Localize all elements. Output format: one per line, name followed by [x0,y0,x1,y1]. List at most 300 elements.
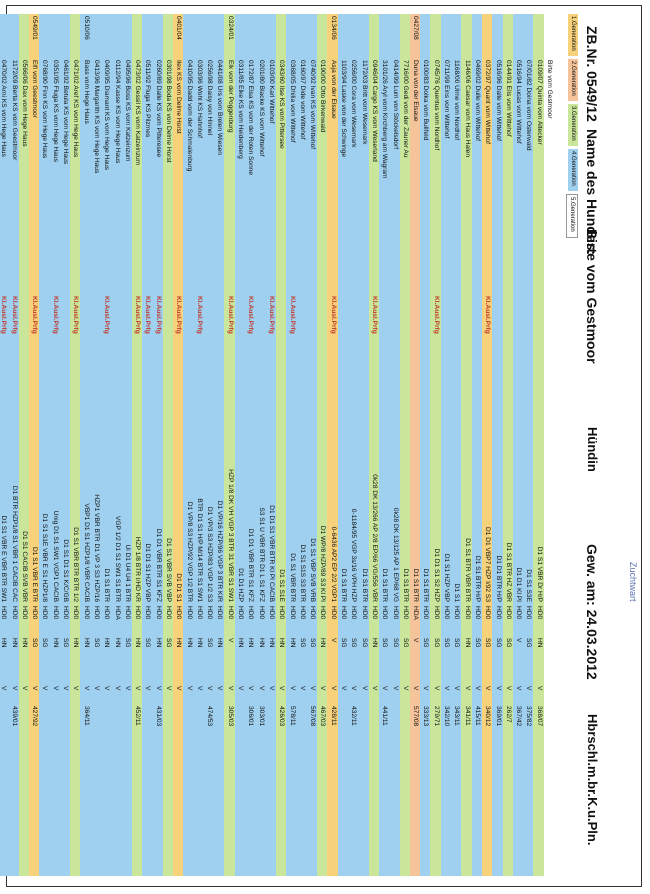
table-row [80,14,90,876]
cell-name: 0172/87 Elsa KS vom der Roten Sonne [247,60,255,176]
cell-hdt: HD0 [463,606,471,620]
cell-g1: HN [134,638,142,648]
table-row [389,14,399,876]
cell-kl: Kl.Ausl.Prfg [247,296,255,334]
cell-v: V [401,686,409,691]
rotated-document [0,14,640,876]
cell-name: 0311/85 Elke KS vom Heidenberg [237,60,245,159]
table-row [317,14,327,876]
cell-hd: 0k28 DK 13/266 AP 2/8 EP/66 VG/556 VBR [370,474,378,602]
cell-g1: HN [288,638,296,648]
cell-v: V [0,686,8,691]
cell-v: V [20,686,28,691]
cell-g1: SG [381,638,389,648]
table-row [8,14,18,876]
cell-hdt: HD0 [154,606,162,620]
table-row [379,14,389,876]
table-row [101,14,111,876]
cell-kl: Kl.Ausl.Prfg [10,296,18,334]
cell-name: 0414/99 Lum von Stöckelsdorf [391,60,399,150]
cell-hdt: HD0 [185,606,193,620]
cell-v: V [267,686,275,691]
cell-hd: D1 S1 HZP VBP [443,553,451,602]
cell-v: V [412,686,420,691]
cell-zb: 303/01 [257,706,265,727]
cell-num: 0134/06 [329,16,337,40]
cell-g1: HN [103,638,111,648]
cell-g1: SG [350,638,358,648]
table-row [492,14,502,876]
cell-hdt: HD0 [0,606,8,620]
cell-hdt: HD0 [267,606,275,620]
cell-zb: 340/12 [484,706,492,727]
cell-hdt: HD0 [226,606,234,620]
cell-g1: SG [41,638,49,648]
cell-v: V [195,686,203,691]
table-row [204,14,214,876]
cell-v: V [144,686,152,691]
cell-hd: D1 S1 [453,583,461,602]
cell-g1: SG [422,638,430,648]
cell-kl: Kl.Ausl.Prfg [134,296,142,334]
cell-hdt: HD0 [391,606,399,620]
cell-g1: HN [0,638,8,648]
cell-name: 7716/00 Gedi vom der Zauner Au [401,60,409,158]
cell-hdt: HD0 [165,606,173,620]
cell-g1: SG [391,638,399,648]
cell-v: V [288,686,296,691]
cell-hd: D1 D1 VBR BTR S1 KFZ [154,528,162,602]
cell-g1: SG [504,638,512,648]
cell-v: V [257,686,265,691]
cell-kl: Kl.Ausl.Prfg [144,296,152,334]
cell-name: 0469/02 Dulle vom Wittehof [473,60,481,141]
cell-zb: 305/03 [226,706,234,727]
cell-name: 0201/80 Blacke KS vom Wittehof [257,60,265,157]
cell-hdt: HDA [412,606,420,620]
cell-g1: HN [72,638,80,648]
cell-hdt: HD0 [484,606,492,620]
cell-name: 0190/00 Otto Birkenwald [319,60,327,133]
cell-hd: BTR D1 S1 H/P M/14 BTR S1 SW1 [195,498,203,602]
cell-hd: D1 S1 VBP SVB VRB [309,538,317,602]
cell-v: V [247,686,255,691]
cell-name: 0711/99 Eins vom Wittehof [443,60,451,139]
cell-hdt: HD0 [134,606,142,620]
cell-v: V [391,686,399,691]
cell-g1: HN [82,638,90,648]
table-row [276,14,286,876]
cell-num: 0549/01 [31,16,39,40]
cell-kl: Kl.Ausl.Prfg [175,296,183,334]
cell-hdt: HD0 [298,606,306,620]
cell-g1: SG [309,638,317,648]
cell-hdt: HD0 [216,606,224,620]
cell-name: 1146/06 Caesar vom Haus Halen [463,60,471,158]
cell-hdt: HD0 [370,606,378,620]
cell-g1: HN [247,638,255,648]
cell-name: 0103/00 Karl Wittehof [267,60,275,124]
cell-hd: 0-1184/95 VGP 3s/16 VPH HZP [350,508,358,602]
cell-v: V [453,686,461,691]
table-row [245,14,255,876]
cell-name: Asja von der Elsaue [329,60,337,119]
cell-hdt: HD0 [123,606,131,620]
cell-zb: 426/03 [278,706,286,727]
cell-v: V [309,686,317,691]
cell-name: 0566/06 Dax vom Hege Haus [20,60,28,147]
cell-v: V [92,686,100,691]
table-row [225,14,235,876]
cell-name: Elk vom der Poggenburg [226,60,234,133]
cell-name: 07/01/82 Doina vom Osterwald [525,60,533,151]
cell-name: 0303/96 Wohl KS Hahnhof [195,60,203,138]
cell-hd: 0-6436 AP2 EP 2/2 VGP1 [329,526,337,602]
cell-hdt: HD0 [31,606,39,620]
cell-g1: HN [216,638,224,648]
cell-num: 0401/04 [175,16,183,40]
cell-kl: Kl.Ausl.Prfg [267,296,275,334]
cell-g1: HN [319,638,327,648]
table-row [286,14,296,876]
pedigree-table [0,14,554,876]
cell-v: V [319,686,327,691]
cell-name: 0516/96 Dalle vom Wittehof [494,60,502,141]
cell-zb: 306/01 [247,706,255,727]
table-row [544,14,554,876]
cell-v: V [350,686,358,691]
cell-g1: HN [51,638,59,648]
cell-v: V [185,686,193,691]
cell-hd: D1 S1 BTR HZ VBR [504,542,512,602]
cell-hd: D1 S1 BTR [401,568,409,602]
cell-hd: D1 S1 BTR [422,568,430,602]
cell-hdt: HD0 [401,606,409,620]
document-header [548,14,640,876]
cell-v: V [51,686,59,691]
dog-name: Birte vom Gestmoor [584,229,600,364]
cell-name: 0470/02 Arni KS vom Hege Haus [0,60,8,157]
cell-zb: 427/92 [31,706,39,727]
cell-hd: HZP1 VBR BTR D1 VP 3 S3 HZP/16 [92,494,100,602]
cell-hdt: HD0 [443,606,451,620]
cell-v: V [473,686,481,691]
cell-name: 1168/00 Ulme vom Nordhof [453,60,461,141]
cell-hdt: HD0 [340,606,348,620]
cell-hd: D1 S1 BTR [103,568,111,602]
cell-name: 0260/89 Dalle KS vom Pitteresee [154,60,162,158]
cell-zb: 333/13 [422,706,430,727]
cell-hd: D1 D1 S1 S2 HZP [432,548,440,602]
cell-name: 0745/76 Quentus vom Nordhof [432,60,440,151]
table-row [111,14,121,876]
cell-name: 0372/97 Quant vom Wittehof [484,60,492,144]
cell-v: V [113,686,121,691]
table-row [60,14,70,876]
cell-v: V [515,686,523,691]
table-row [400,14,410,876]
cell-g1: SG [453,638,461,648]
cell-hd: D1 S1 BTR [360,568,368,602]
cell-v: V [237,686,245,691]
table-row [513,14,523,876]
cell-hdt: HD0 [20,606,28,620]
cell-hdt: HD0 [473,606,481,620]
cell-name: Duna von der Elsaue [412,60,420,122]
cell-v: V [432,686,440,691]
cell-zb: 415/11 [473,706,481,726]
cell-v: V [443,686,451,691]
cell-name: 1172/09 Berta KS vom Geestmoor [10,60,18,161]
table-row [441,14,451,876]
cell-name: 3101/26 Aryl vom Kirchberg am Wagram [381,60,389,179]
cell-v: V [206,686,214,691]
cell-g1: HN [535,638,543,648]
cell-zb: 369/01 [494,706,502,727]
cell-g1: V [226,638,234,643]
cell-v: V [72,686,80,691]
table-row [173,14,183,876]
cell-hdt: HD0 [51,606,59,620]
cell-num: 0510/06 [82,16,90,40]
cell-zb: 368/07 [535,706,543,727]
cell-g1: SG [494,638,502,648]
cell-hd: 0k28 DK 13/125 AP 1 EP/68 VG [391,507,399,602]
coat-color: Hbrschl.m.br.K.u.Pln. [585,714,600,846]
cell-kl: Kl.Ausl.Prfg [195,296,203,334]
cell-v: V [278,686,286,691]
cell-kl: Kl.Ausl.Prfg [288,296,296,334]
cell-hdt: HD0 [247,606,255,620]
cell-v: V [329,686,337,691]
table-row [39,14,49,876]
cell-name: 0301/98 Boda KS von Delme Horst [165,60,173,163]
cell-kl: Kl.Ausl.Prfg [31,296,39,334]
cell-hdt: HD0 [360,606,368,620]
table-row [132,14,142,876]
cell-hd: D1 D1 HZP [237,568,245,602]
cell-hd: VGP 1/2 D1 S1 SW1 S1 BTR [113,516,121,602]
cell-v: V [535,686,543,691]
cell-v: V [216,686,224,691]
cell-name: 0256/00 Cora vom Wesemark [350,60,358,148]
table-row [523,14,533,876]
cell-hdt: HD0 [257,606,265,620]
cell-hd: D1 D1 Kl PI [515,567,523,602]
cell-g1: SG [92,638,100,648]
table-row [255,14,265,876]
cell-hd: D1 S1 VBR SVB VBP [165,538,173,602]
cell-zb: 431/03 [154,706,162,727]
table-row [472,14,482,876]
cell-name: 0441/08 Urs vom Brelen Wiesen [216,60,224,155]
table-row [152,14,162,876]
cell-zb: 578/11 [288,706,296,726]
cell-kl: Kl.Ausl.Prfg [484,296,492,334]
cell-name: 1103/94 Laske von der Schwinge [340,60,348,158]
legend-gen-3: 3.Generation [568,104,578,146]
cell-hd: Ui D1 U4 U4 1 BTR [123,544,131,602]
table-row [0,14,8,876]
cell-name: 0409/95 Diamant KS vom Hege Haus [103,60,111,170]
cell-hd: D1 S1 CACIB SVB VBR [20,531,28,602]
cell-v: V [154,686,162,691]
cell-hdt: HD0 [92,606,100,620]
cell-v: V [298,686,306,691]
table-row [307,14,317,876]
cell-g1: SG [360,638,368,648]
cell-hd: D1 D1 VBR BTR S1 KFZ [247,528,255,602]
cell-hdt: HD0 [494,606,502,620]
cell-v: V [123,686,131,691]
table-row [369,14,379,876]
table-row [19,14,29,876]
cell-hd: D1 S1 BTR [381,568,389,602]
cell-kl: Kl.Ausl.Prfg [51,296,59,334]
cell-hd: D1 VP/16 HZP/96 VGP 3 BTR KIR [216,500,224,602]
cell-g1: SG [206,638,214,648]
cell-g1: HN [20,638,28,648]
cell-hd: D1 S1 VBR E BTR [31,547,39,602]
cell-v: V [381,686,389,691]
cell-hd: D1 S1 BTR [340,568,348,602]
cell-kl: Kl.Ausl.Prfg [154,296,162,334]
cell-hdt: HD0 [319,606,327,620]
cell-zb: 342/10 [443,706,451,727]
table-row [49,14,59,876]
cell-name: 0112/94 Kasse KS vom Hege Haus [113,60,121,164]
cell-name: 0768/90 Finn KS vom Hege Haus [41,60,49,159]
cell-hdt: HD0 [62,606,70,620]
cell-zb: 432/11 [350,706,358,726]
cell-g1: SG [62,638,70,648]
cell-g1: V [515,638,523,643]
cell-g1: SG [401,638,409,648]
cell-v: V [494,686,502,691]
legend-gen-5: 5.Generation [566,194,578,238]
table-row [451,14,461,876]
table-row [91,14,101,876]
legend-gen-4: 4.Generation [568,149,578,191]
cell-name: 0511/92 Fluga KS Pilzmes [144,60,152,138]
cell-v: V [175,686,183,691]
cell-hdt: HD0 [175,606,183,620]
table-row [430,14,440,876]
cell-name: 0256/98 Daisy von Hinnel [206,60,214,136]
cell-name: 0100/83 Dolka vom Bullfeld [422,60,430,141]
cell-g1: SG [432,638,440,648]
cell-name: 0516/94 Lucas vom Wittehof [515,60,523,144]
table-row [142,14,152,876]
cell-hd: VBP1 D1 S1 HZP1/8 VBR CACIB [82,503,90,602]
cell-hd: D1 S1 S3E [525,569,533,602]
cell-zb: 577/08 [412,706,420,727]
table-row [297,14,307,876]
cell-g1: SG [144,638,152,648]
whelp-date: Gew. am: 24.03.2012 [584,544,600,680]
cell-hdt: HD0 [10,606,18,620]
cell-name: Bass vom Hege Haus [82,60,90,124]
cell-hd: D1 S1 BTR H/P [473,555,481,602]
cell-hdt: HD0 [350,606,358,620]
cell-hdt: HD0 [206,606,214,620]
table-row [266,14,276,876]
cell-name: 0410/95 Dadd vom der Schmalenburg [185,60,193,172]
cell-name: Elfi vom Geestmoor [31,60,39,118]
cell-g1: HN [10,638,18,648]
cell-name: 0109/07 Quinta vom Altecker [535,60,543,145]
cell-hd: D1 BTR HZP1/8 S1 VBR 1 CACIB CAC [10,485,18,602]
zb-number: ZB.Nr. 0549/12 [584,26,600,122]
cell-g1: SG [473,638,481,648]
cell-name: 0461/92 Betula KS vom Hege Haus [62,60,70,165]
cell-kl: Kl.Ausl.Prfg [0,296,8,334]
cell-zb: 343/11 [453,706,461,726]
cell-num: 0324/01 [226,16,234,40]
cell-hdt: HD0 [525,606,533,620]
cell-g1: HN [154,638,162,648]
table-row [420,14,430,876]
cell-g1: SG [165,638,173,648]
cell-hd: D1 S1 VBR Dr H/P [535,546,543,602]
table-row [461,14,471,876]
cell-g1: HN [257,638,265,648]
cell-hdt: HDA [113,606,121,620]
table-row [533,14,543,876]
legend-gen-1: 1.Generation [568,14,578,56]
cell-zb: 375/82 [525,706,533,727]
table-row [122,14,132,876]
cell-v: V [62,686,70,691]
cell-v: V [103,686,111,691]
cell-zb: 341/11 [463,706,471,726]
cell-kl: Kl.Ausl.Prfg [370,296,378,334]
cell-v: V [525,686,533,691]
cell-hdt: HD0 [82,606,90,620]
cell-hd: D1 D1 S1 HZP VBP [144,543,152,602]
cell-name: 0351/95 Fluga KS vom Hege Haus [51,60,59,162]
cell-g1: SG [443,638,451,648]
cell-v: V [463,686,471,691]
cell-g1: HN [278,638,286,648]
table-row [503,14,513,876]
cell-v: V [226,686,234,691]
cell-hdt: HD0 [309,606,317,620]
cell-hd: D1 S1 S1S S3 BTR [298,544,306,602]
table-row [163,14,173,876]
cell-g1: HN [267,638,275,648]
cell-hd: D1 WP/8 HZP/89 S3 Kl PI [319,525,327,602]
cell-hdt: HD0 [453,606,461,620]
cell-v: V [165,686,173,691]
cell-zb: 262/7 [504,706,512,723]
cell-name: 0473/02 Gessil KS vom Katzeinzum [134,60,142,166]
cell-name: 0144/91 Elis vom Wittehof [504,60,512,137]
table-row [29,14,39,876]
cell-hd: HZP 1/8 DK VH VGP 3 BTR 31 VBR S1 SW1 [226,469,234,602]
cell-g1: SG [340,638,348,648]
table-row [214,14,224,876]
cell-g1: SG [298,638,306,648]
cell-name: Birte vom Gestmoor [546,60,553,119]
cell-name: 1172/03 Britt vom Wesemark [360,60,368,145]
table-row [482,14,492,876]
cell-zb: 467/03 [319,706,327,727]
cell-v: V [340,686,348,691]
table-row [348,14,358,876]
cell-name: 0413/96 Margarith KS vom Hege Haus [92,60,100,174]
cell-hd: D1 S1 S1E VBR E S1 HZP1/8 [41,513,49,602]
